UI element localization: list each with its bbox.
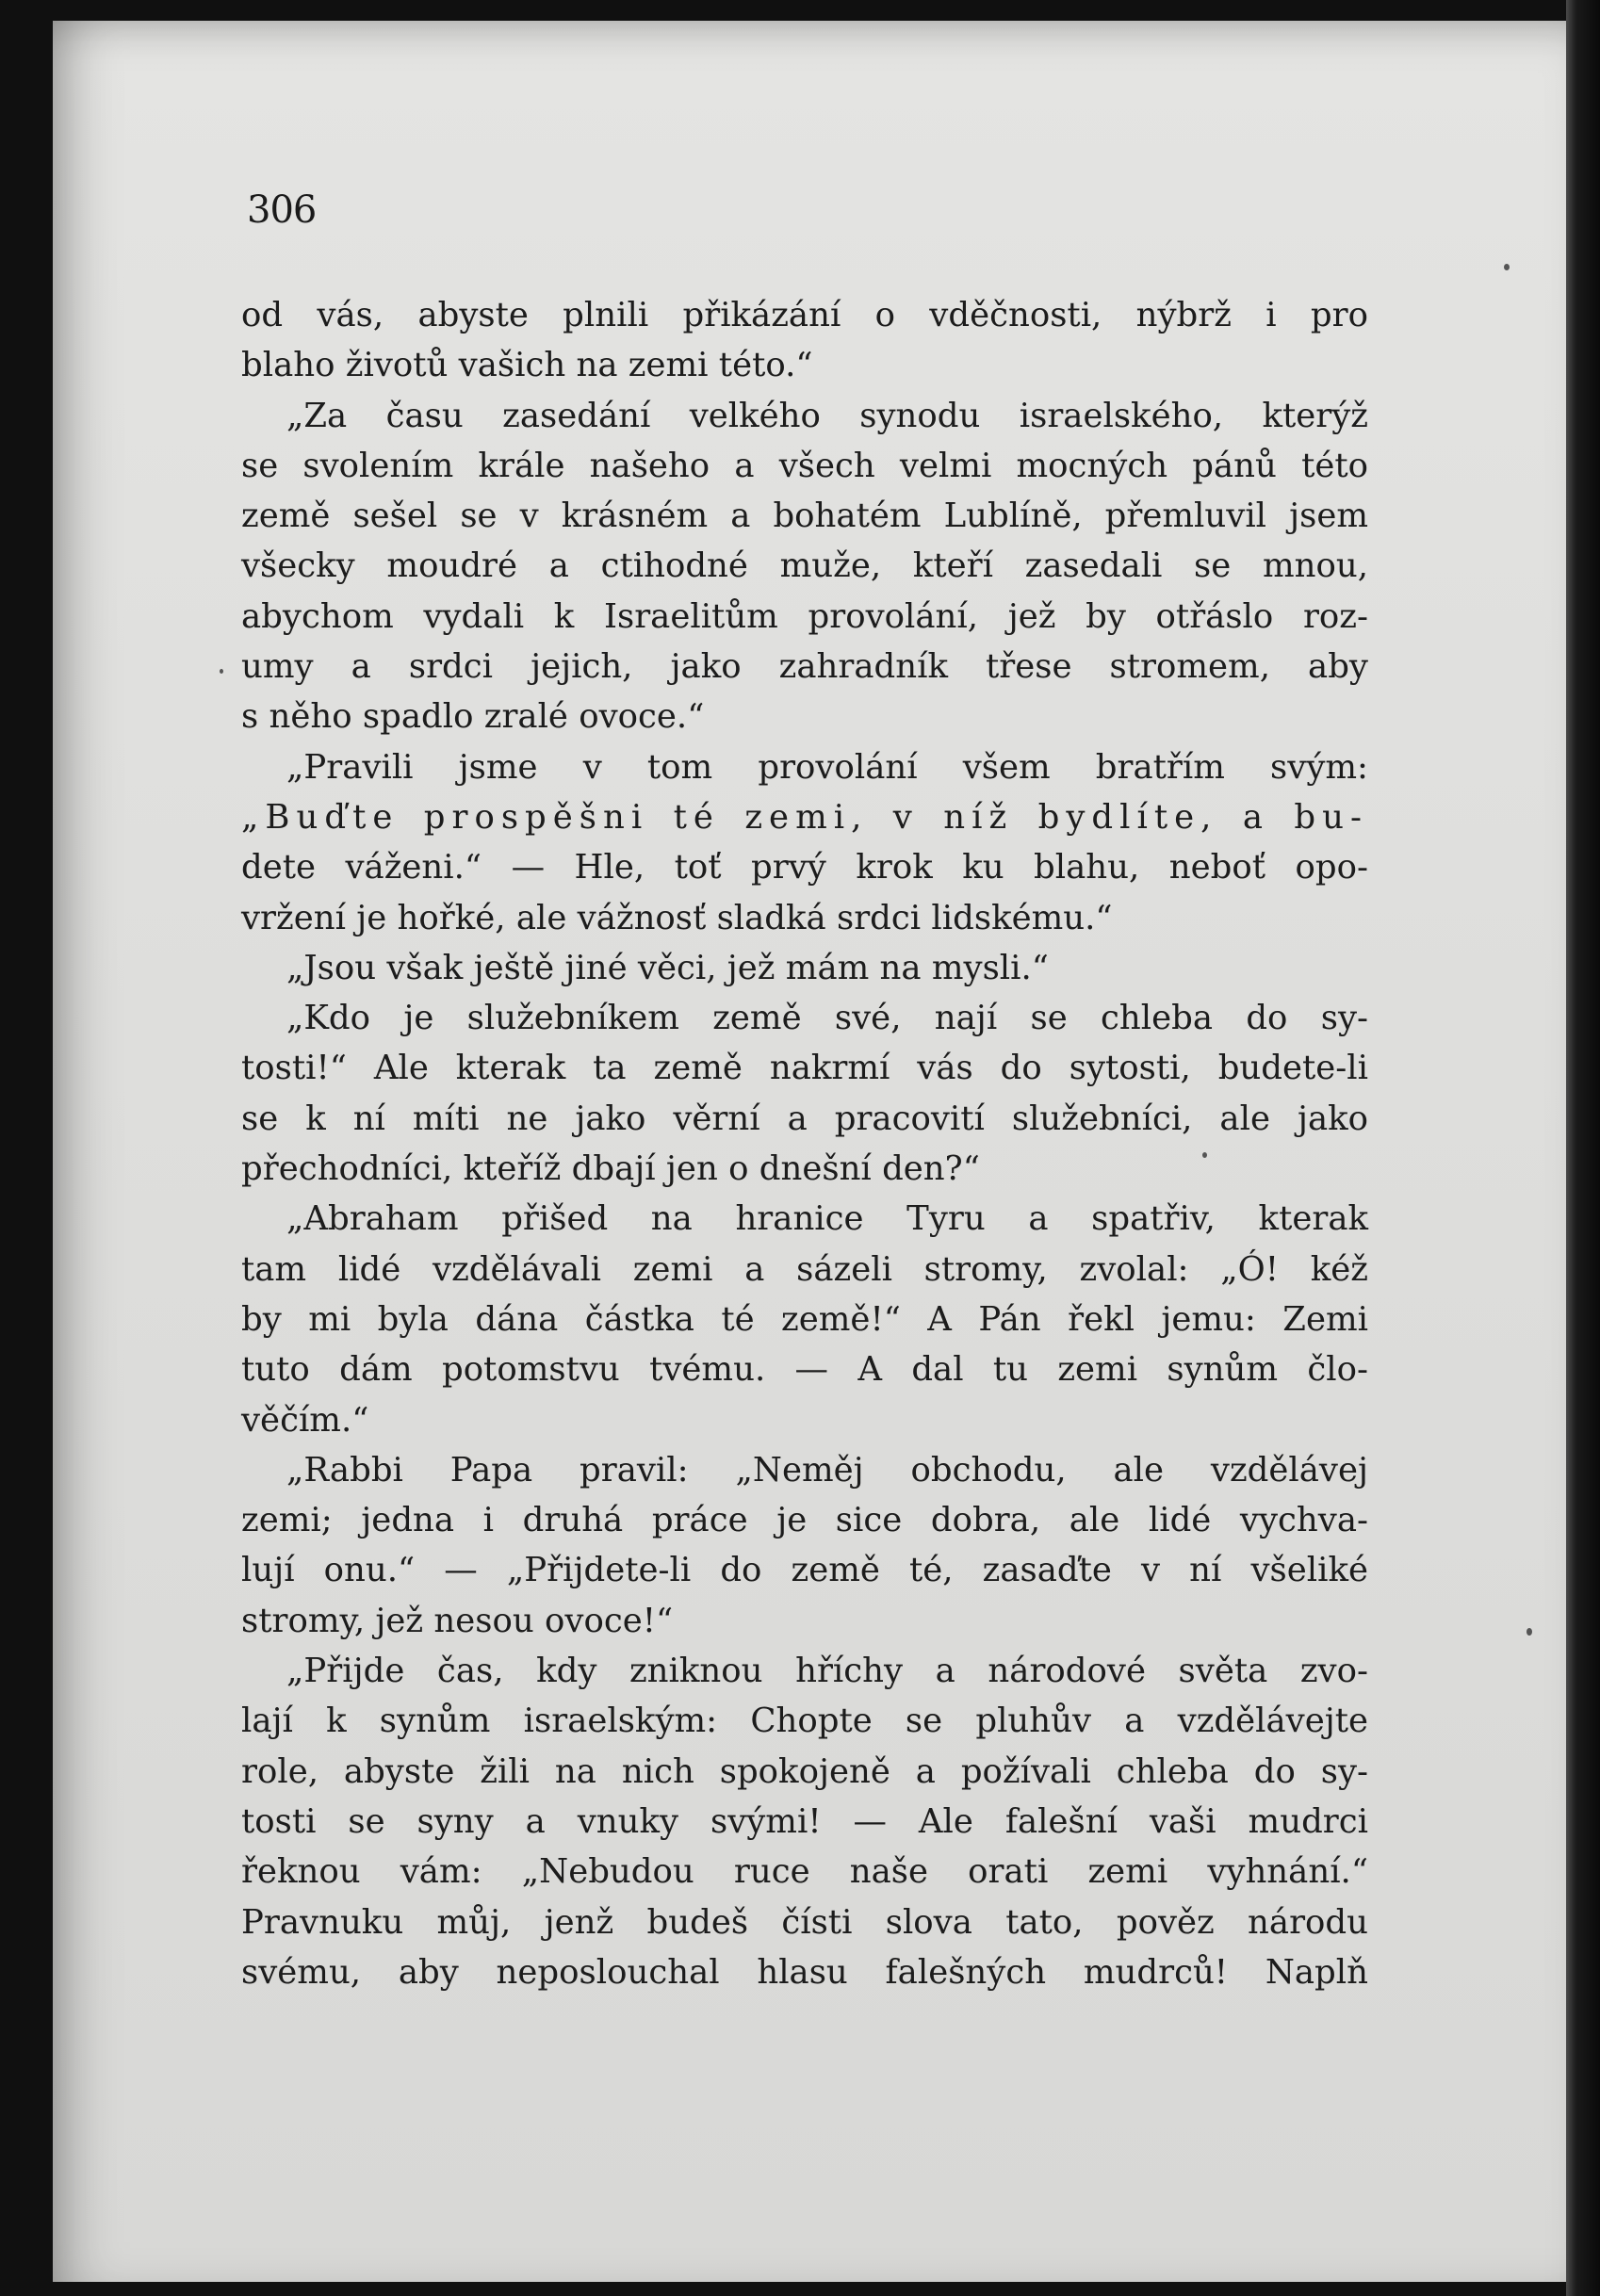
text-line: lují onu.“ — „Přijdete-li do země té, zasaďte v ní všeliké	[241, 1551, 1368, 1590]
speck	[1504, 264, 1510, 270]
text-line: přechodníci, kteříž dbají jen o dnešní den?“	[241, 1149, 980, 1189]
text-line: vržení je hořké, ale vážnosť sladká srdci lidskému.“	[241, 898, 1113, 937]
speck	[1527, 1628, 1532, 1636]
text-line: „Přijde čas, kdy zniknou hříchy a národové světa zvo-	[286, 1652, 1368, 1691]
text-line: „Za času zasedání velkého synodu israelského, kterýž	[286, 396, 1368, 435]
text-line: tosti!“ Ale kterak ta země nakrmí vás do sytosti, budete-li	[241, 1049, 1368, 1088]
text-line: „Abraham přišed na hranice Tyru a spatřiv, kterak	[286, 1199, 1368, 1239]
speck	[220, 669, 223, 674]
text-line: dete váženi.“ — Hle, toť prvý krok ku blahu, neboť opo-	[241, 848, 1368, 887]
text-line: lají k synům israelským: Chopte se pluhův a vzdělávejte	[241, 1702, 1368, 1741]
text-line: se k ní míti ne jako věrní a pracovití služebníci, ale jako	[241, 1099, 1368, 1138]
text-line: stromy, jež nesou ovoce!“	[241, 1601, 674, 1640]
text-line: tam lidé vzdělávali zemi a sázeli stromy, zvolal: „Ó! kéž	[241, 1249, 1368, 1289]
text-line: „Pravili jsme v tom provolání všem bratřím svým:	[286, 747, 1368, 787]
text-line: blaho životů vašich na zemi této.“	[241, 346, 813, 385]
text-line: „Jsou však ještě jiné věci, jež mám na mysli.“	[286, 948, 1049, 987]
text-line: všecky moudré a ctihodné muže, kteří zasedali se mnou,	[241, 546, 1368, 586]
text-line: od vás, abyste plnili přikázání o vděčnosti, nýbrž i pro	[241, 296, 1368, 334]
text-line: „Buďte prospěšni té zemi, v níž bydlíte, a bu-	[241, 797, 1368, 837]
text-line: věčím.“	[241, 1400, 369, 1440]
text-line: s něho spadlo zralé ovoce.“	[241, 697, 705, 737]
page-number: 306	[247, 188, 317, 232]
speck	[1202, 1152, 1207, 1158]
text-line: role, abyste žili na nich spokojeně a požívali chleba do sy-	[241, 1751, 1368, 1791]
text-line: „Rabbi Papa pravil: „Neměj obchodu, ale vzdělávej	[286, 1450, 1368, 1490]
text-line: umy a srdci jejich, jako zahradník třese stromem, aby	[241, 647, 1368, 687]
text-line: se svolením krále našeho a všech velmi mocných pánů této	[241, 446, 1368, 485]
text-line: země sešel se v krásném a bohatém Lublíně, přemluvil jsem	[241, 497, 1368, 536]
text-line: svému, aby neposlouchal hlasu falešných mudrců! Naplň	[241, 1952, 1368, 1992]
text-line: „Kdo je služebníkem země své, nají se chleba do sy-	[286, 999, 1368, 1038]
text-line: zemi; jedna i druhá práce je sice dobra, ale lidé vychva-	[241, 1501, 1368, 1540]
text-line: tosti se syny a vnuky svými! — Ale falešní vaši mudrci	[241, 1801, 1368, 1841]
text-line: řeknou vám: „Nebudou ruce naše orati zemi vyhnání.“	[241, 1852, 1368, 1892]
text-line: tuto dám potomstvu tvému. — A dal tu zemi synům člo-	[241, 1350, 1368, 1390]
text-line: Pravnuku můj, jenž budeš čísti slova tato, pověz národu	[241, 1902, 1368, 1942]
body-text	[241, 290, 1368, 1997]
page-edge-shadow	[1566, 0, 1600, 2296]
text-line: by mi byla dána částka té země!“ A Pán řekl jemu: Zemi	[241, 1299, 1368, 1339]
text-line: abychom vydali k Israelitům provolání, jež by otřáslo roz-	[241, 596, 1368, 636]
